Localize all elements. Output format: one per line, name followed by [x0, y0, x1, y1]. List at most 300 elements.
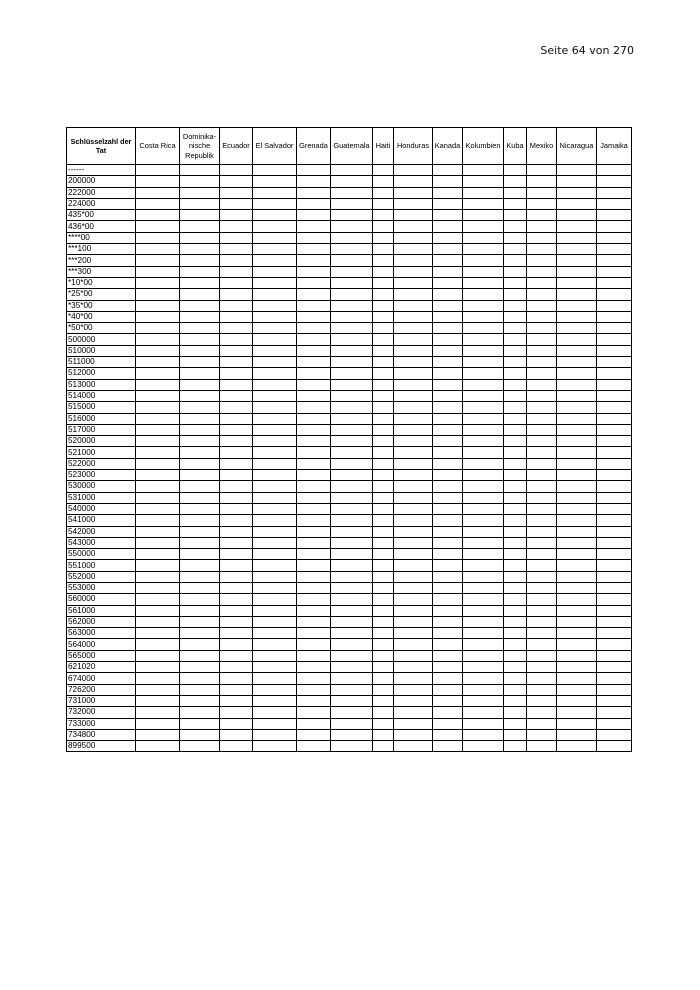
table-cell [180, 605, 220, 616]
table-cell [373, 447, 394, 458]
table-cell [373, 470, 394, 481]
table-cell [373, 390, 394, 401]
table-cell [394, 537, 433, 548]
table-cell [253, 458, 297, 469]
table-cell [394, 492, 433, 503]
table-cell [394, 571, 433, 582]
table-cell [220, 232, 253, 243]
table-cell [557, 594, 597, 605]
table-row [67, 244, 632, 255]
table-cell [557, 436, 597, 447]
table-cell [220, 221, 253, 232]
table-cell [527, 311, 557, 322]
table-cell [136, 345, 180, 356]
table-cell [433, 718, 463, 729]
table-cell [331, 436, 373, 447]
table-cell [394, 379, 433, 390]
table-cell [597, 639, 632, 650]
table-cell [297, 424, 331, 435]
table-row [67, 345, 632, 356]
table-cell [504, 515, 527, 526]
table-cell [433, 549, 463, 560]
table-cell [527, 424, 557, 435]
table-cell [373, 503, 394, 514]
table-cell [433, 616, 463, 627]
table-cell [557, 379, 597, 390]
table-cell [253, 221, 297, 232]
table-cell [297, 582, 331, 593]
table-cell [557, 515, 597, 526]
table-cell [504, 357, 527, 368]
column-header: Ecuador [220, 128, 253, 165]
table-cell [394, 345, 433, 356]
table-cell [597, 628, 632, 639]
table-cell [253, 718, 297, 729]
table-cell [373, 255, 394, 266]
table-cell [504, 379, 527, 390]
table-cell [297, 198, 331, 209]
table-cell [136, 616, 180, 627]
table-cell [557, 492, 597, 503]
table-cell [463, 368, 504, 379]
table-cell [597, 187, 632, 198]
table-cell [373, 221, 394, 232]
table-cell [180, 165, 220, 176]
table-cell [557, 684, 597, 695]
row-key-cell: ***100 [67, 244, 136, 255]
table-cell [597, 662, 632, 673]
table-cell [433, 402, 463, 413]
table-cell [527, 526, 557, 537]
table-cell [136, 210, 180, 221]
table-cell [253, 311, 297, 322]
table-cell [331, 503, 373, 514]
table-cell [331, 232, 373, 243]
table-cell [597, 255, 632, 266]
table-cell [373, 232, 394, 243]
table-cell [373, 357, 394, 368]
table-cell [463, 549, 504, 560]
table-cell [220, 628, 253, 639]
table-cell [527, 379, 557, 390]
table-cell [557, 232, 597, 243]
table-cell [433, 594, 463, 605]
table-cell [463, 673, 504, 684]
table-cell [527, 718, 557, 729]
table-cell [557, 526, 597, 537]
table-cell [331, 379, 373, 390]
table-cell [527, 447, 557, 458]
table-cell [373, 413, 394, 424]
table-cell [136, 323, 180, 334]
table-cell [433, 277, 463, 288]
table-cell [557, 639, 597, 650]
column-header: Jamaika [597, 128, 632, 165]
table-cell [220, 616, 253, 627]
table-cell [394, 210, 433, 221]
table-cell [180, 662, 220, 673]
table-cell [331, 616, 373, 627]
row-key-cell: 621020 [67, 662, 136, 673]
table-cell [220, 198, 253, 209]
table-cell [253, 470, 297, 481]
table-cell [180, 436, 220, 447]
table-cell [597, 481, 632, 492]
table-cell [253, 198, 297, 209]
table-cell [136, 357, 180, 368]
table-cell [527, 594, 557, 605]
table-cell [373, 707, 394, 718]
table-row [67, 707, 632, 718]
table-cell [220, 503, 253, 514]
table-cell [433, 379, 463, 390]
table-cell [136, 515, 180, 526]
table-cell [373, 695, 394, 706]
table-cell [504, 492, 527, 503]
table-cell [253, 300, 297, 311]
table-cell [527, 357, 557, 368]
table-cell [557, 741, 597, 752]
table-cell [504, 165, 527, 176]
table-cell [463, 639, 504, 650]
table-cell [253, 334, 297, 345]
row-key-cell: 435*00 [67, 210, 136, 221]
table-cell [433, 232, 463, 243]
table-cell [433, 662, 463, 673]
table-row [67, 176, 632, 187]
table-cell [253, 277, 297, 288]
table-cell [504, 549, 527, 560]
table-cell [504, 210, 527, 221]
table-cell [557, 165, 597, 176]
table-cell [504, 198, 527, 209]
table-cell [527, 413, 557, 424]
table-cell [463, 334, 504, 345]
table-cell [504, 695, 527, 706]
table-cell [331, 526, 373, 537]
table-cell [331, 650, 373, 661]
table-cell [463, 605, 504, 616]
table-cell [373, 526, 394, 537]
table-cell [331, 255, 373, 266]
table-row [67, 334, 632, 345]
row-key-cell: 542000 [67, 526, 136, 537]
table-row [67, 582, 632, 593]
table-cell [297, 266, 331, 277]
table-cell [463, 198, 504, 209]
table-cell [597, 390, 632, 401]
table-cell [136, 492, 180, 503]
table-cell [527, 323, 557, 334]
table-cell [136, 503, 180, 514]
table-cell [297, 323, 331, 334]
table-cell [136, 368, 180, 379]
table-cell [463, 571, 504, 582]
table-cell [527, 662, 557, 673]
table-cell [297, 436, 331, 447]
table-cell [433, 221, 463, 232]
table-cell [253, 379, 297, 390]
table-cell [220, 549, 253, 560]
table-cell [331, 187, 373, 198]
table-row [67, 232, 632, 243]
column-header: Kolumbien [463, 128, 504, 165]
column-header: Honduras [394, 128, 433, 165]
table-row [67, 695, 632, 706]
table-cell [557, 323, 597, 334]
table-cell [136, 232, 180, 243]
table-cell [373, 718, 394, 729]
table-cell [331, 639, 373, 650]
table-cell [331, 413, 373, 424]
table-cell [394, 549, 433, 560]
table-cell [504, 244, 527, 255]
table-cell [527, 639, 557, 650]
table-row [67, 560, 632, 571]
row-key-cell: 565000 [67, 650, 136, 661]
table-cell [331, 198, 373, 209]
table-cell [527, 729, 557, 740]
table-cell [136, 650, 180, 661]
table-cell [297, 707, 331, 718]
table-cell [504, 368, 527, 379]
row-key-cell: 540000 [67, 503, 136, 514]
row-key-cell: 522000 [67, 458, 136, 469]
table-cell [136, 594, 180, 605]
page-number: Seite 64 von 270 [540, 44, 634, 57]
table-cell [220, 345, 253, 356]
table-cell [297, 334, 331, 345]
table-cell [180, 379, 220, 390]
table-cell [527, 560, 557, 571]
table-cell [373, 300, 394, 311]
table-cell [557, 357, 597, 368]
table-cell [433, 390, 463, 401]
table-cell [504, 639, 527, 650]
table-cell [331, 447, 373, 458]
table-cell [557, 729, 597, 740]
table-cell [504, 470, 527, 481]
table-cell [180, 413, 220, 424]
table-cell [331, 357, 373, 368]
table-cell [557, 345, 597, 356]
table-cell [597, 221, 632, 232]
table-row [67, 323, 632, 334]
table-cell [527, 402, 557, 413]
table-cell [463, 684, 504, 695]
table-cell [597, 695, 632, 706]
table-cell [597, 311, 632, 322]
table-cell [297, 379, 331, 390]
key-column-header: Schlüsselzahl der Tat [67, 128, 136, 165]
table-cell [373, 334, 394, 345]
table-row [67, 289, 632, 300]
table-row [67, 515, 632, 526]
table-cell [504, 255, 527, 266]
table-row [67, 718, 632, 729]
table-cell [373, 379, 394, 390]
column-header: Haiti [373, 128, 394, 165]
table-cell [297, 470, 331, 481]
table-cell [504, 311, 527, 322]
table-cell [463, 436, 504, 447]
table-cell [504, 560, 527, 571]
table-cell [527, 605, 557, 616]
table-row [67, 402, 632, 413]
table-cell [180, 390, 220, 401]
table-cell [180, 616, 220, 627]
table-cell [297, 289, 331, 300]
table-cell [463, 357, 504, 368]
table-cell [463, 379, 504, 390]
table-row [67, 187, 632, 198]
row-key-cell: 734800 [67, 729, 136, 740]
table-cell [180, 571, 220, 582]
table-cell [394, 707, 433, 718]
table-cell [297, 368, 331, 379]
table-cell [597, 470, 632, 481]
table-cell [331, 470, 373, 481]
table-cell [527, 741, 557, 752]
row-key-cell: 224000 [67, 198, 136, 209]
table-cell [597, 729, 632, 740]
table-cell [331, 628, 373, 639]
table-cell [394, 424, 433, 435]
table-cell [394, 221, 433, 232]
table-cell [527, 165, 557, 176]
table-cell [220, 176, 253, 187]
table-row [67, 210, 632, 221]
table-cell [463, 311, 504, 322]
table-cell [527, 616, 557, 627]
table-row [67, 503, 632, 514]
table-row [67, 368, 632, 379]
table-cell [504, 537, 527, 548]
table-cell [504, 232, 527, 243]
table-cell [463, 244, 504, 255]
table-cell [180, 695, 220, 706]
table-cell [253, 616, 297, 627]
table-row [67, 447, 632, 458]
table-cell [463, 503, 504, 514]
column-header: Mexiko [527, 128, 557, 165]
table-cell [331, 515, 373, 526]
row-key-cell: 520000 [67, 436, 136, 447]
table-cell [433, 560, 463, 571]
table-cell [253, 176, 297, 187]
row-key-cell: 510000 [67, 345, 136, 356]
table-cell [373, 594, 394, 605]
table-cell [557, 605, 597, 616]
table-cell [331, 605, 373, 616]
table-row [67, 481, 632, 492]
table-cell [394, 413, 433, 424]
table-cell [253, 537, 297, 548]
table-cell [527, 537, 557, 548]
table-cell [394, 232, 433, 243]
table-cell [597, 526, 632, 537]
table-cell [433, 345, 463, 356]
table-cell [180, 718, 220, 729]
table-cell [180, 345, 220, 356]
table-cell [331, 334, 373, 345]
table-cell [136, 334, 180, 345]
table-cell [394, 266, 433, 277]
table-cell [463, 594, 504, 605]
table-cell [253, 526, 297, 537]
table-cell [180, 187, 220, 198]
table-cell [463, 323, 504, 334]
row-key-cell: *25*00 [67, 289, 136, 300]
table-cell [557, 368, 597, 379]
table-cell [504, 662, 527, 673]
table-cell [220, 718, 253, 729]
table-cell [220, 650, 253, 661]
table-cell [557, 447, 597, 458]
table-cell [180, 549, 220, 560]
table-row [67, 729, 632, 740]
table-cell [331, 673, 373, 684]
table-cell [394, 639, 433, 650]
table-cell [136, 187, 180, 198]
table-cell [180, 311, 220, 322]
table-cell [433, 741, 463, 752]
table-cell [253, 571, 297, 582]
table-cell [463, 277, 504, 288]
table-cell [394, 616, 433, 627]
table-cell [504, 571, 527, 582]
table-cell [597, 357, 632, 368]
table-cell [331, 571, 373, 582]
table-cell [527, 628, 557, 639]
table-cell [136, 741, 180, 752]
table-cell [220, 187, 253, 198]
table-cell [373, 741, 394, 752]
table-cell [253, 357, 297, 368]
table-cell [394, 594, 433, 605]
table-cell [297, 537, 331, 548]
table-cell [253, 673, 297, 684]
table-cell [394, 176, 433, 187]
table-cell [136, 311, 180, 322]
table-cell [394, 684, 433, 695]
table-cell [557, 402, 597, 413]
table-row [67, 605, 632, 616]
table-cell [373, 537, 394, 548]
table-cell [180, 255, 220, 266]
table-cell [394, 650, 433, 661]
table-cell [331, 244, 373, 255]
table-cell [331, 741, 373, 752]
table-cell [220, 289, 253, 300]
table-cell [136, 266, 180, 277]
table-cell [527, 266, 557, 277]
table-cell [557, 470, 597, 481]
table-cell [220, 571, 253, 582]
table-cell [253, 266, 297, 277]
row-key-cell: 513000 [67, 379, 136, 390]
table-cell [527, 436, 557, 447]
table-cell [597, 571, 632, 582]
table-cell [557, 244, 597, 255]
table-cell [557, 707, 597, 718]
table-cell [433, 436, 463, 447]
table-cell [373, 515, 394, 526]
table-cell [527, 277, 557, 288]
table-cell [597, 266, 632, 277]
table-cell [331, 300, 373, 311]
table-cell [504, 684, 527, 695]
